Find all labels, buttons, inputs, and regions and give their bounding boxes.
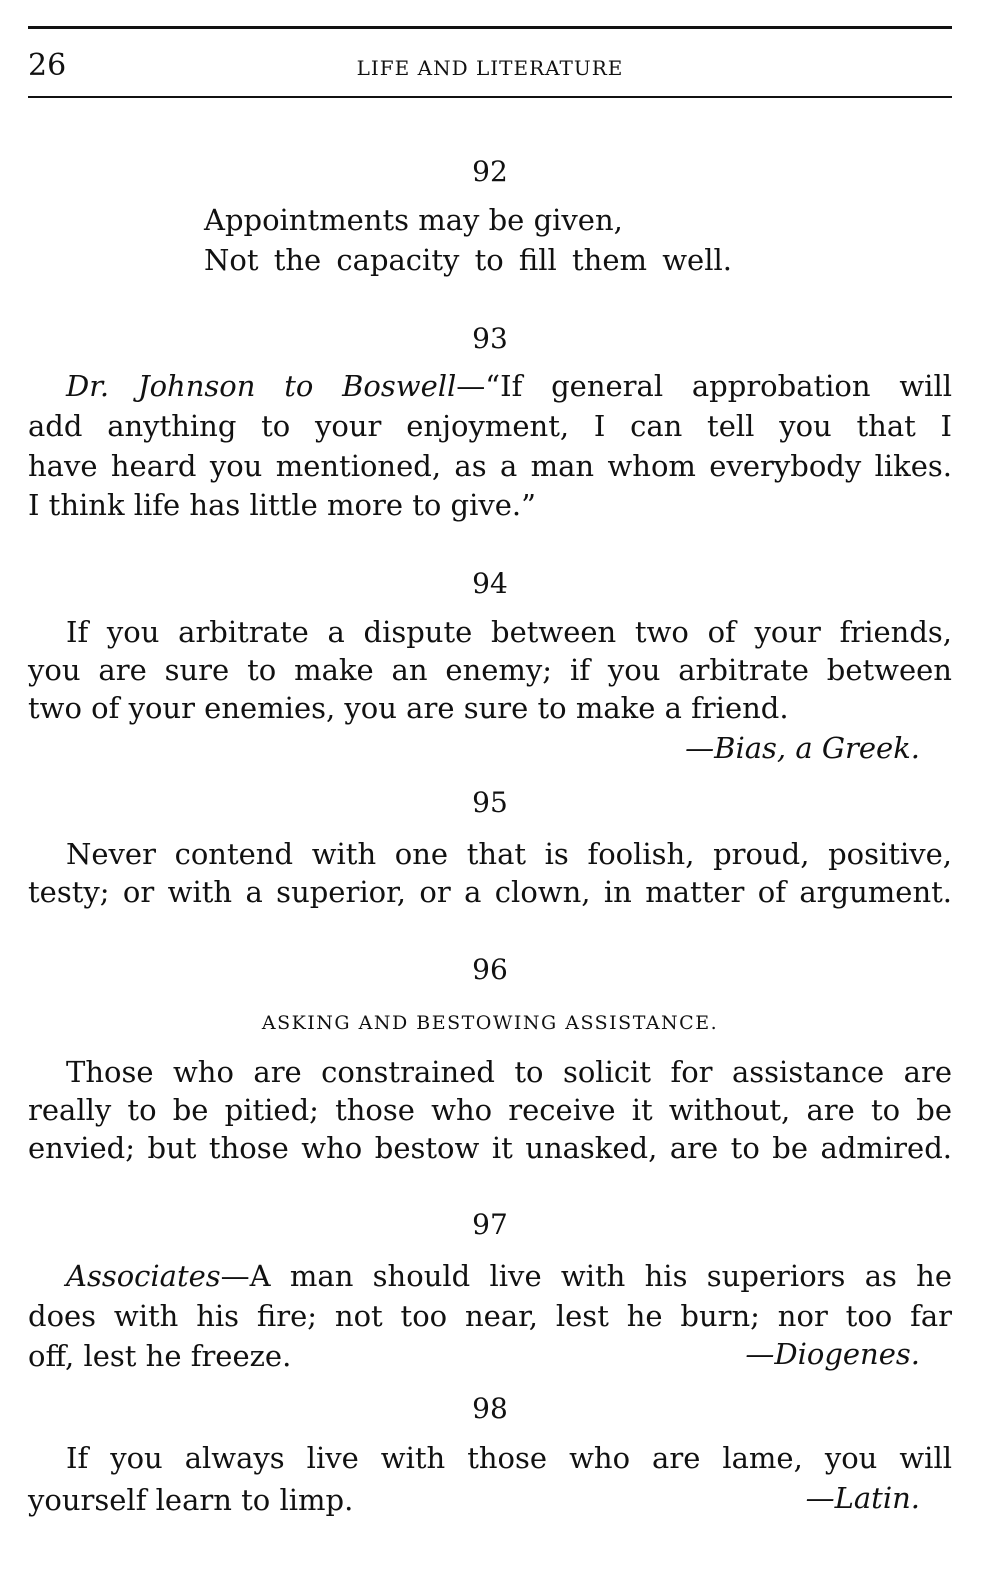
paragraph-line: two of your enemies, you are sure to make a friend. xyxy=(28,691,789,725)
paragraph-line: Never contend with one that is foolish, proud, positive, xyxy=(66,837,952,871)
paragraph-line: testy; or with a superior, or a clown, in matter of argument. xyxy=(28,875,952,909)
page-number: 26 xyxy=(28,48,67,83)
header-rule-bottom xyxy=(28,96,952,98)
verse-line: Not the capacity to fill them well. xyxy=(204,243,732,277)
page-header xyxy=(28,48,952,84)
entry-number: 98 xyxy=(472,1392,508,1425)
paragraph-line: yourself learn to limp. xyxy=(28,1483,354,1517)
paragraph-line: add anything to your enjoyment, I can tell you that I xyxy=(28,409,952,443)
lead-in: Associates xyxy=(66,1259,221,1293)
entry-number: 95 xyxy=(472,786,508,819)
paragraph-line: envied; but those who bestow it unasked, are to be admired. xyxy=(28,1131,952,1165)
entry-number: 97 xyxy=(472,1208,508,1241)
paragraph-line: Those who are constrained to solicit for assistance are xyxy=(66,1055,952,1089)
entry-number: 94 xyxy=(472,567,508,600)
paragraph-line: If you always live with those who are lame, you will xyxy=(66,1441,952,1475)
paragraph-line: Dr. Johnson to Boswell—“If general approbation will xyxy=(66,369,952,403)
entry-number: 96 xyxy=(472,953,508,986)
paragraph-line: you are sure to make an enemy; if you arbitrate between xyxy=(28,653,952,687)
paragraph-line: have heard you mentioned, as a man whom everybody likes. xyxy=(28,449,952,483)
running-title: LIFE AND LITERATURE xyxy=(356,56,624,80)
paragraph-line: Associates—A man should live with his superiors as he xyxy=(66,1259,952,1293)
subheading: ASKING AND BESTOWING ASSISTANCE. xyxy=(261,1012,719,1034)
entry-number: 92 xyxy=(472,155,508,188)
attribution: —Diogenes. xyxy=(745,1337,920,1371)
attribution: —Bias, a Greek. xyxy=(685,731,920,765)
header-rule-top xyxy=(28,26,952,29)
paragraph-line: off, lest he freeze. xyxy=(28,1339,292,1373)
lead-in: Dr. Johnson to Boswell xyxy=(66,369,457,403)
book-page xyxy=(28,0,952,1584)
paragraph-line: If you arbitrate a dispute between two of your friends, xyxy=(66,615,952,649)
entry-number: 93 xyxy=(472,322,508,355)
verse-line: Appointments may be given, xyxy=(204,203,623,237)
paragraph-line: really to be pitied; those who receive it without, are to be xyxy=(28,1093,952,1127)
paragraph-line: I think life has little more to give.” xyxy=(28,488,536,522)
paragraph-line: does with his fire; not too near, lest he burn; nor too far xyxy=(28,1299,952,1333)
attribution: —Latin. xyxy=(805,1481,920,1515)
